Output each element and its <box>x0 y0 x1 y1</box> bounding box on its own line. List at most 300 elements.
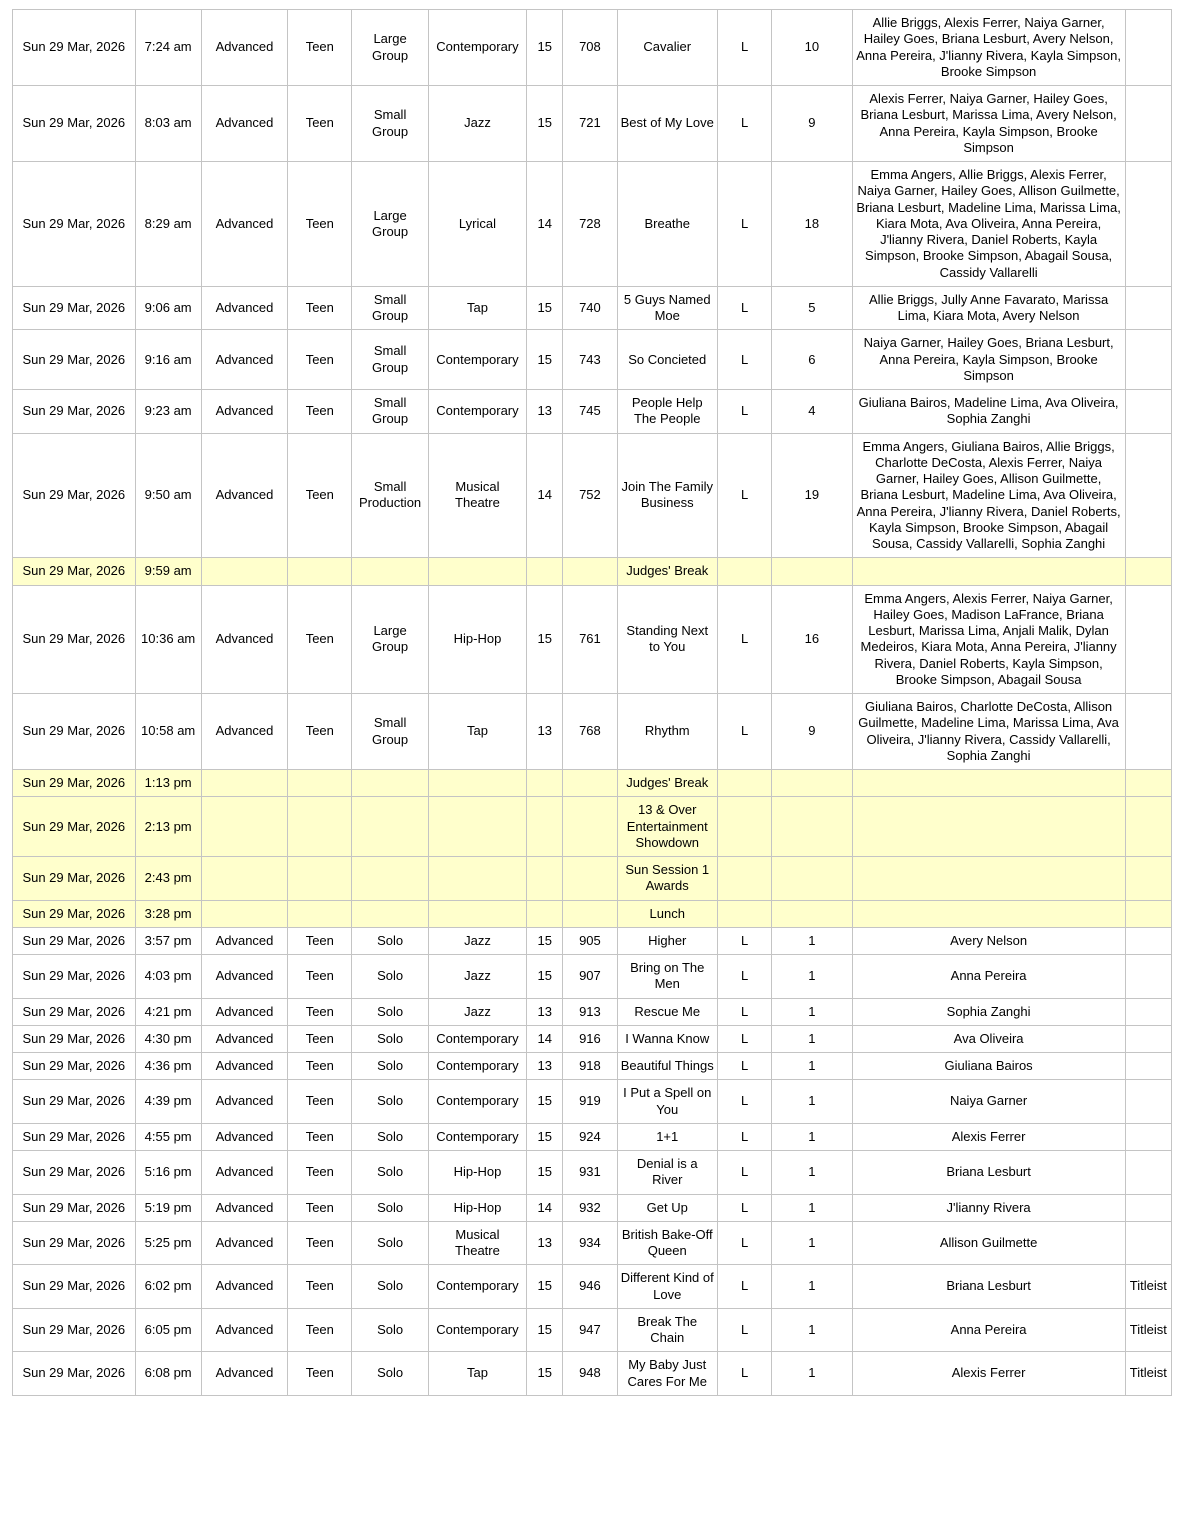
cell-style: Contemporary <box>428 1025 526 1052</box>
cell-time: 2:13 pm <box>135 797 201 857</box>
cell-dancers <box>852 770 1125 797</box>
cell-level: Advanced <box>201 1265 287 1309</box>
cell-dancer_count: 1 <box>772 955 852 999</box>
cell-tag <box>1125 86 1171 162</box>
cell-time: 1:13 pm <box>135 770 201 797</box>
cell-style: Jazz <box>428 927 526 954</box>
cell-entry_number <box>563 558 617 585</box>
cell-style <box>428 900 526 927</box>
cell-entry_number: 946 <box>563 1265 617 1309</box>
cell-title: Join The Family Business <box>617 433 717 558</box>
cell-date: Sun 29 Mar, 2026 <box>13 770 136 797</box>
cell-dancers: Anna Pereira <box>852 1308 1125 1352</box>
cell-date: Sun 29 Mar, 2026 <box>13 1151 136 1195</box>
cell-tag: Titleist <box>1125 1352 1171 1396</box>
cell-date: Sun 29 Mar, 2026 <box>13 927 136 954</box>
cell-time: 5:25 pm <box>135 1221 201 1265</box>
cell-title: I Wanna Know <box>617 1025 717 1052</box>
cell-title: Judges' Break <box>617 770 717 797</box>
cell-age: 15 <box>527 1352 563 1396</box>
schedule-entry-row <box>13 10 1172 86</box>
cell-tag <box>1125 998 1171 1025</box>
cell-entry_number: 752 <box>563 433 617 558</box>
cell-dancers: Giuliana Bairos <box>852 1053 1125 1080</box>
cell-style: Contemporary <box>428 1265 526 1309</box>
cell-time: 4:30 pm <box>135 1025 201 1052</box>
cell-time: 4:36 pm <box>135 1053 201 1080</box>
cell-dancers <box>852 797 1125 857</box>
cell-tag <box>1125 797 1171 857</box>
cell-entry_number: 932 <box>563 1194 617 1221</box>
cell-title: Higher <box>617 927 717 954</box>
cell-title: Break The Chain <box>617 1308 717 1352</box>
cell-time: 9:16 am <box>135 330 201 390</box>
cell-age_group: Teen <box>288 162 352 287</box>
cell-session: L <box>717 390 771 434</box>
cell-title: 1+1 <box>617 1123 717 1150</box>
cell-title: Get Up <box>617 1194 717 1221</box>
cell-style <box>428 857 526 901</box>
cell-level <box>201 770 287 797</box>
cell-style: Contemporary <box>428 1080 526 1124</box>
cell-level: Advanced <box>201 694 287 770</box>
cell-age <box>527 770 563 797</box>
cell-level: Advanced <box>201 1221 287 1265</box>
cell-dancer_count: 1 <box>772 1352 852 1396</box>
cell-style: Musical Theatre <box>428 433 526 558</box>
cell-tag <box>1125 1053 1171 1080</box>
cell-style: Contemporary <box>428 1123 526 1150</box>
schedule-entry-row <box>13 1151 1172 1195</box>
cell-dancer_count <box>772 857 852 901</box>
cell-title: Rescue Me <box>617 998 717 1025</box>
cell-tag <box>1125 10 1171 86</box>
cell-style <box>428 797 526 857</box>
cell-session: L <box>717 1194 771 1221</box>
cell-session: L <box>717 585 771 694</box>
cell-entry_number: 931 <box>563 1151 617 1195</box>
cell-age_group: Teen <box>288 1194 352 1221</box>
cell-tag <box>1125 433 1171 558</box>
cell-age: 15 <box>527 1080 563 1124</box>
cell-age_group <box>288 770 352 797</box>
cell-session <box>717 558 771 585</box>
cell-dancer_count: 1 <box>772 1194 852 1221</box>
cell-age_group: Teen <box>288 390 352 434</box>
cell-entry_number <box>563 797 617 857</box>
cell-entry_type: Solo <box>352 1352 428 1396</box>
cell-date: Sun 29 Mar, 2026 <box>13 10 136 86</box>
cell-age_group: Teen <box>288 1221 352 1265</box>
cell-title: People Help The People <box>617 390 717 434</box>
schedule-break-row <box>13 857 1172 901</box>
cell-dancer_count: 9 <box>772 694 852 770</box>
cell-dancers: Emma Angers, Alexis Ferrer, Naiya Garner, Hailey Goes, Madison LaFrance, Briana Lesburt, Marissa Lima, Anjali Malik, Dylan Medeiros, Kiara Mota, Anna Pereira, J'lianny Rivera, Daniel Roberts, Kayla Simpson, Brooke Simpson, Abagail Sousa <box>852 585 1125 694</box>
cell-date: Sun 29 Mar, 2026 <box>13 998 136 1025</box>
schedule-entry-row <box>13 694 1172 770</box>
cell-entry_number: 948 <box>563 1352 617 1396</box>
cell-tag: Titleist <box>1125 1265 1171 1309</box>
cell-entry_type: Solo <box>352 998 428 1025</box>
cell-age_group: Teen <box>288 433 352 558</box>
cell-dancer_count <box>772 797 852 857</box>
cell-date: Sun 29 Mar, 2026 <box>13 1194 136 1221</box>
cell-time: 9:50 am <box>135 433 201 558</box>
cell-entry_type: Solo <box>352 955 428 999</box>
cell-age: 15 <box>527 1265 563 1309</box>
cell-level: Advanced <box>201 330 287 390</box>
cell-date: Sun 29 Mar, 2026 <box>13 797 136 857</box>
cell-entry_number: 924 <box>563 1123 617 1150</box>
cell-entry_type: Small Group <box>352 330 428 390</box>
cell-dancer_count: 1 <box>772 1053 852 1080</box>
cell-level: Advanced <box>201 10 287 86</box>
cell-tag <box>1125 927 1171 954</box>
cell-style <box>428 770 526 797</box>
cell-session: L <box>717 330 771 390</box>
cell-session: L <box>717 1053 771 1080</box>
schedule-entry-row <box>13 1194 1172 1221</box>
cell-session <box>717 900 771 927</box>
cell-style: Tap <box>428 694 526 770</box>
schedule-entry-row <box>13 286 1172 330</box>
cell-time: 8:29 am <box>135 162 201 287</box>
cell-age <box>527 558 563 585</box>
cell-tag <box>1125 857 1171 901</box>
cell-entry_type <box>352 857 428 901</box>
cell-age: 15 <box>527 585 563 694</box>
cell-time: 10:36 am <box>135 585 201 694</box>
cell-dancers: Allie Briggs, Jully Anne Favarato, Marissa Lima, Kiara Mota, Avery Nelson <box>852 286 1125 330</box>
cell-age_group: Teen <box>288 585 352 694</box>
cell-level <box>201 558 287 585</box>
cell-time: 2:43 pm <box>135 857 201 901</box>
cell-tag <box>1125 955 1171 999</box>
cell-date: Sun 29 Mar, 2026 <box>13 1053 136 1080</box>
schedule-entry-row <box>13 1053 1172 1080</box>
cell-entry_number <box>563 900 617 927</box>
cell-age_group: Teen <box>288 1053 352 1080</box>
cell-level: Advanced <box>201 1194 287 1221</box>
cell-entry_type: Small Group <box>352 694 428 770</box>
cell-style: Contemporary <box>428 1308 526 1352</box>
cell-title: Best of My Love <box>617 86 717 162</box>
cell-tag <box>1125 770 1171 797</box>
cell-style: Lyrical <box>428 162 526 287</box>
cell-date: Sun 29 Mar, 2026 <box>13 1352 136 1396</box>
cell-level: Advanced <box>201 390 287 434</box>
cell-age: 15 <box>527 86 563 162</box>
cell-time: 5:19 pm <box>135 1194 201 1221</box>
cell-time: 4:03 pm <box>135 955 201 999</box>
schedule-entry-row <box>13 1123 1172 1150</box>
cell-session: L <box>717 286 771 330</box>
cell-entry_number: 721 <box>563 86 617 162</box>
cell-dancers: Giuliana Bairos, Madeline Lima, Ava Oliveira, Sophia Zanghi <box>852 390 1125 434</box>
cell-entry_type: Large Group <box>352 585 428 694</box>
cell-dancer_count: 1 <box>772 1265 852 1309</box>
cell-entry_number: 905 <box>563 927 617 954</box>
cell-dancer_count: 1 <box>772 927 852 954</box>
cell-age: 14 <box>527 433 563 558</box>
cell-age: 13 <box>527 694 563 770</box>
cell-age_group: Teen <box>288 1123 352 1150</box>
cell-date: Sun 29 Mar, 2026 <box>13 694 136 770</box>
cell-dancer_count: 1 <box>772 1221 852 1265</box>
cell-date: Sun 29 Mar, 2026 <box>13 955 136 999</box>
schedule-entry-row <box>13 330 1172 390</box>
cell-title: Denial is a River <box>617 1151 717 1195</box>
cell-dancers: Anna Pereira <box>852 955 1125 999</box>
cell-dancer_count: 1 <box>772 1151 852 1195</box>
cell-level: Advanced <box>201 1151 287 1195</box>
cell-style: Hip-Hop <box>428 1194 526 1221</box>
schedule-table-body <box>13 10 1172 1396</box>
cell-tag <box>1125 900 1171 927</box>
cell-date: Sun 29 Mar, 2026 <box>13 1080 136 1124</box>
cell-time: 4:21 pm <box>135 998 201 1025</box>
cell-level: Advanced <box>201 927 287 954</box>
cell-age: 15 <box>527 1151 563 1195</box>
schedule-entry-row <box>13 162 1172 287</box>
cell-title: So Concieted <box>617 330 717 390</box>
cell-title: I Put a Spell on You <box>617 1080 717 1124</box>
cell-entry_number: 740 <box>563 286 617 330</box>
cell-entry_number: 919 <box>563 1080 617 1124</box>
schedule-entry-row <box>13 1025 1172 1052</box>
cell-age <box>527 797 563 857</box>
cell-entry_number: 768 <box>563 694 617 770</box>
cell-style: Tap <box>428 286 526 330</box>
cell-age: 14 <box>527 162 563 287</box>
cell-dancers: Naiya Garner, Hailey Goes, Briana Lesburt, Anna Pereira, Kayla Simpson, Brooke Simpson <box>852 330 1125 390</box>
cell-level: Advanced <box>201 1308 287 1352</box>
cell-level: Advanced <box>201 1123 287 1150</box>
cell-entry_type: Small Group <box>352 286 428 330</box>
schedule-entry-row <box>13 1080 1172 1124</box>
cell-age_group: Teen <box>288 1308 352 1352</box>
cell-level <box>201 797 287 857</box>
cell-age_group <box>288 900 352 927</box>
cell-tag <box>1125 330 1171 390</box>
cell-age_group: Teen <box>288 1151 352 1195</box>
cell-date: Sun 29 Mar, 2026 <box>13 1123 136 1150</box>
cell-session: L <box>717 1352 771 1396</box>
cell-tag <box>1125 1080 1171 1124</box>
cell-level: Advanced <box>201 585 287 694</box>
cell-age: 15 <box>527 955 563 999</box>
cell-style: Contemporary <box>428 330 526 390</box>
cell-age: 13 <box>527 1053 563 1080</box>
cell-time: 4:39 pm <box>135 1080 201 1124</box>
cell-style: Contemporary <box>428 390 526 434</box>
schedule-entry-row <box>13 433 1172 558</box>
cell-title: Different Kind of Love <box>617 1265 717 1309</box>
cell-session: L <box>717 1123 771 1150</box>
cell-dancers: Alexis Ferrer <box>852 1352 1125 1396</box>
cell-entry_number: 947 <box>563 1308 617 1352</box>
schedule-entry-row <box>13 955 1172 999</box>
cell-age_group: Teen <box>288 10 352 86</box>
cell-level: Advanced <box>201 162 287 287</box>
cell-date: Sun 29 Mar, 2026 <box>13 330 136 390</box>
cell-entry_type: Large Group <box>352 10 428 86</box>
cell-time: 3:28 pm <box>135 900 201 927</box>
cell-age_group: Teen <box>288 86 352 162</box>
schedule-entry-row <box>13 1308 1172 1352</box>
cell-age: 15 <box>527 1308 563 1352</box>
cell-age: 15 <box>527 10 563 86</box>
cell-level: Advanced <box>201 86 287 162</box>
schedule-entry-row <box>13 1221 1172 1265</box>
schedule-table <box>12 9 1172 1396</box>
cell-dancer_count: 10 <box>772 10 852 86</box>
cell-session: L <box>717 433 771 558</box>
cell-age: 13 <box>527 998 563 1025</box>
cell-age_group <box>288 558 352 585</box>
cell-age_group <box>288 797 352 857</box>
cell-session <box>717 770 771 797</box>
cell-age <box>527 857 563 901</box>
cell-dancer_count <box>772 770 852 797</box>
cell-level <box>201 900 287 927</box>
cell-dancer_count: 16 <box>772 585 852 694</box>
cell-dancers: Avery Nelson <box>852 927 1125 954</box>
cell-entry_number: 913 <box>563 998 617 1025</box>
cell-tag: Titleist <box>1125 1308 1171 1352</box>
cell-dancer_count: 5 <box>772 286 852 330</box>
cell-entry_type: Large Group <box>352 162 428 287</box>
cell-title: Bring on The Men <box>617 955 717 999</box>
cell-age: 13 <box>527 390 563 434</box>
cell-tag <box>1125 390 1171 434</box>
schedule-break-row <box>13 770 1172 797</box>
cell-level: Advanced <box>201 1025 287 1052</box>
cell-level: Advanced <box>201 1053 287 1080</box>
cell-tag <box>1125 585 1171 694</box>
cell-tag <box>1125 1194 1171 1221</box>
cell-dancer_count: 4 <box>772 390 852 434</box>
cell-age_group: Teen <box>288 1080 352 1124</box>
cell-dancers: Allison Guilmette <box>852 1221 1125 1265</box>
cell-time: 10:58 am <box>135 694 201 770</box>
cell-style: Hip-Hop <box>428 585 526 694</box>
cell-time: 4:55 pm <box>135 1123 201 1150</box>
cell-tag <box>1125 286 1171 330</box>
cell-entry_number: 728 <box>563 162 617 287</box>
cell-entry_type: Small Production <box>352 433 428 558</box>
cell-tag <box>1125 162 1171 287</box>
cell-level: Advanced <box>201 1352 287 1396</box>
cell-age_group: Teen <box>288 955 352 999</box>
cell-session: L <box>717 694 771 770</box>
cell-entry_type: Solo <box>352 1080 428 1124</box>
cell-level: Advanced <box>201 1080 287 1124</box>
cell-style: Jazz <box>428 998 526 1025</box>
schedule-entry-row <box>13 585 1172 694</box>
cell-session: L <box>717 955 771 999</box>
cell-date: Sun 29 Mar, 2026 <box>13 1221 136 1265</box>
cell-dancers <box>852 558 1125 585</box>
cell-dancers: Briana Lesburt <box>852 1151 1125 1195</box>
cell-time: 5:16 pm <box>135 1151 201 1195</box>
cell-style: Hip-Hop <box>428 1151 526 1195</box>
schedule-entry-row <box>13 86 1172 162</box>
cell-tag <box>1125 1151 1171 1195</box>
cell-entry_type: Solo <box>352 1053 428 1080</box>
cell-style: Tap <box>428 1352 526 1396</box>
cell-title: Judges' Break <box>617 558 717 585</box>
cell-entry_type: Solo <box>352 1194 428 1221</box>
cell-time: 6:02 pm <box>135 1265 201 1309</box>
cell-age: 15 <box>527 330 563 390</box>
cell-dancers <box>852 900 1125 927</box>
cell-title: British Bake-Off Queen <box>617 1221 717 1265</box>
cell-title: Lunch <box>617 900 717 927</box>
cell-entry_type: Solo <box>352 1221 428 1265</box>
cell-age: 15 <box>527 927 563 954</box>
cell-dancer_count <box>772 900 852 927</box>
cell-dancers: Alexis Ferrer, Naiya Garner, Hailey Goes, Briana Lesburt, Marissa Lima, Avery Nelson, Anna Pereira, Kayla Simpson, Brooke Simpson <box>852 86 1125 162</box>
schedule-entry-row <box>13 927 1172 954</box>
cell-style: Jazz <box>428 955 526 999</box>
cell-age_group: Teen <box>288 286 352 330</box>
cell-session: L <box>717 998 771 1025</box>
cell-date: Sun 29 Mar, 2026 <box>13 390 136 434</box>
cell-entry_number <box>563 857 617 901</box>
cell-title: Beautiful Things <box>617 1053 717 1080</box>
cell-time: 9:59 am <box>135 558 201 585</box>
cell-dancer_count: 19 <box>772 433 852 558</box>
cell-entry_type <box>352 797 428 857</box>
cell-entry_type: Solo <box>352 1265 428 1309</box>
cell-level <box>201 857 287 901</box>
cell-session <box>717 797 771 857</box>
cell-date: Sun 29 Mar, 2026 <box>13 900 136 927</box>
cell-entry_number: 918 <box>563 1053 617 1080</box>
cell-time: 7:24 am <box>135 10 201 86</box>
cell-title: 13 & Over Entertainment Showdown <box>617 797 717 857</box>
cell-age: 14 <box>527 1194 563 1221</box>
cell-entry_number: 743 <box>563 330 617 390</box>
cell-title: Rhythm <box>617 694 717 770</box>
cell-title: My Baby Just Cares For Me <box>617 1352 717 1396</box>
cell-date: Sun 29 Mar, 2026 <box>13 1265 136 1309</box>
cell-session: L <box>717 1080 771 1124</box>
cell-dancer_count: 1 <box>772 1123 852 1150</box>
cell-dancers <box>852 857 1125 901</box>
cell-date: Sun 29 Mar, 2026 <box>13 558 136 585</box>
cell-entry_number: 934 <box>563 1221 617 1265</box>
cell-dancer_count: 1 <box>772 1308 852 1352</box>
cell-dancers: Sophia Zanghi <box>852 998 1125 1025</box>
cell-entry_type: Solo <box>352 1123 428 1150</box>
cell-level: Advanced <box>201 433 287 558</box>
cell-tag <box>1125 694 1171 770</box>
cell-entry_type: Small Group <box>352 390 428 434</box>
cell-date: Sun 29 Mar, 2026 <box>13 585 136 694</box>
cell-age: 15 <box>527 1123 563 1150</box>
cell-entry_number: 907 <box>563 955 617 999</box>
cell-age <box>527 900 563 927</box>
cell-dancers: Allie Briggs, Alexis Ferrer, Naiya Garner, Hailey Goes, Briana Lesburt, Avery Nelson, Anna Pereira, J'lianny Rivera, Kayla Simpson, Brooke Simpson <box>852 10 1125 86</box>
cell-session: L <box>717 1308 771 1352</box>
cell-session: L <box>717 1265 771 1309</box>
cell-age_group: Teen <box>288 998 352 1025</box>
cell-tag <box>1125 1221 1171 1265</box>
cell-tag <box>1125 1123 1171 1150</box>
cell-dancer_count: 18 <box>772 162 852 287</box>
